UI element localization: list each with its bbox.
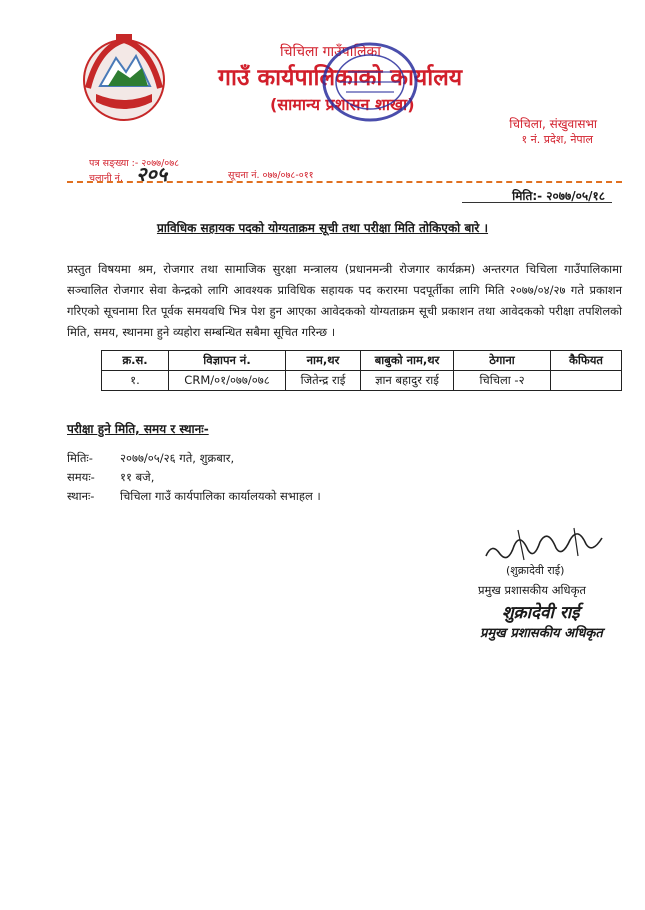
exam-date-value: २०७७/०५/२६ गते, शुक्रबार, (120, 451, 235, 465)
col-header: क्र.स. (102, 351, 169, 371)
col-header: बाबुको नाम,थर (361, 351, 454, 371)
exam-heading: परीक्षा हुने मिति, समय र स्थानः- (67, 422, 209, 436)
chalani-label: चलानी नं. (89, 173, 123, 184)
exam-time-label: समयः- (67, 470, 95, 484)
merit-list-table (101, 350, 622, 391)
col-header: ठेगाना (454, 351, 551, 371)
table-row (102, 371, 622, 391)
col-header: कैफियत (551, 351, 622, 371)
signature-scribble (478, 520, 608, 568)
office-section: (सामान्य प्रशासन शाखा) (270, 95, 415, 114)
table-cell: जितेन्द्र राई (286, 371, 361, 391)
office-top-name: चिचिला गाउँपालिका (280, 44, 381, 60)
table-cell: ज्ञान बहादुर राई (361, 371, 454, 391)
body-paragraph: प्रस्तुत विषयमा श्रम, रोजगार तथा सामाजिक सुरक्षा मन्त्रालय (प्रधानमन्त्री रोजगार कार्यक्रम) अन्तरगत चिचिला गाउँपालिकामा सञ्चालित रोजगार सेवा केन्द्रको लागि आवश्यक प्राविधिक सहायक पद करारमा पदपूर्तीका लागि मिति २०७७/०४/२७ गते प्रकाशन गरिएको सूचनामा रित पूर्वक समयवधि भित्र पेश हुन आएका आवेदकको योग्यताक्रम सूची प्रकाशन तथा आवेदकको परीक्षा तपशिलको मिति, समय, स्थानमा हुने व्यहोरा सम्बन्धित सबैमा सूचित गरिन्छ । (67, 262, 622, 339)
table-cell: १. (102, 371, 169, 391)
address-line-1: चिचिला, संखुवासभा (509, 117, 597, 131)
signatory-title-small: प्रमुख प्रशासकीय अधिकृत (478, 583, 586, 597)
nepal-emblem-icon (78, 28, 170, 128)
table-header-row (102, 351, 622, 371)
exam-place-label: स्थानः- (67, 489, 95, 503)
address-line-2: १ नं. प्रदेश, नेपाल (521, 133, 593, 146)
suchana-number: सूचना नं. ०७७/०७८-०११ (228, 170, 314, 181)
exam-place-value: चिचिला गाउँ कार्यपालिका कार्यालयको सभाहल । (120, 489, 321, 503)
signatory-name-small: (शुक्रादेवी राई) (506, 564, 565, 577)
office-main-title: गाउँ कार्यपालिकाको कार्यालय (218, 65, 463, 91)
table-cell (551, 371, 622, 391)
subject-line (0, 219, 645, 236)
exam-time-value: ११ बजे, (120, 470, 155, 484)
col-header: विज्ञापन नं. (169, 351, 286, 371)
letter-date: मिति:- २०७७/०५/१८ (512, 189, 605, 203)
table-cell: CRM/०१/०७७/०७८ (169, 371, 286, 391)
exam-date-label: मितिः- (67, 451, 93, 465)
signatory-title-stamp: प्रमुख प्रशासकीय अधिकृत (480, 626, 603, 641)
patra-sankhya: पत्र सङ्ख्या :- २०७७/०७८ (89, 158, 180, 169)
col-header: नाम,थर (286, 351, 361, 371)
signatory-name-stamp: शुक्रादेवी राई (502, 603, 580, 623)
table-cell: चिचिला -२ (454, 371, 551, 391)
subject-text: प्राविधिक सहायक पदको योग्यताक्रम सूची तथा परीक्षा मिति तोकिएको बारे । (156, 221, 489, 235)
chalani-number: २०५ (136, 162, 168, 186)
office-stamp-icon (318, 38, 422, 126)
header-divider (67, 181, 622, 183)
